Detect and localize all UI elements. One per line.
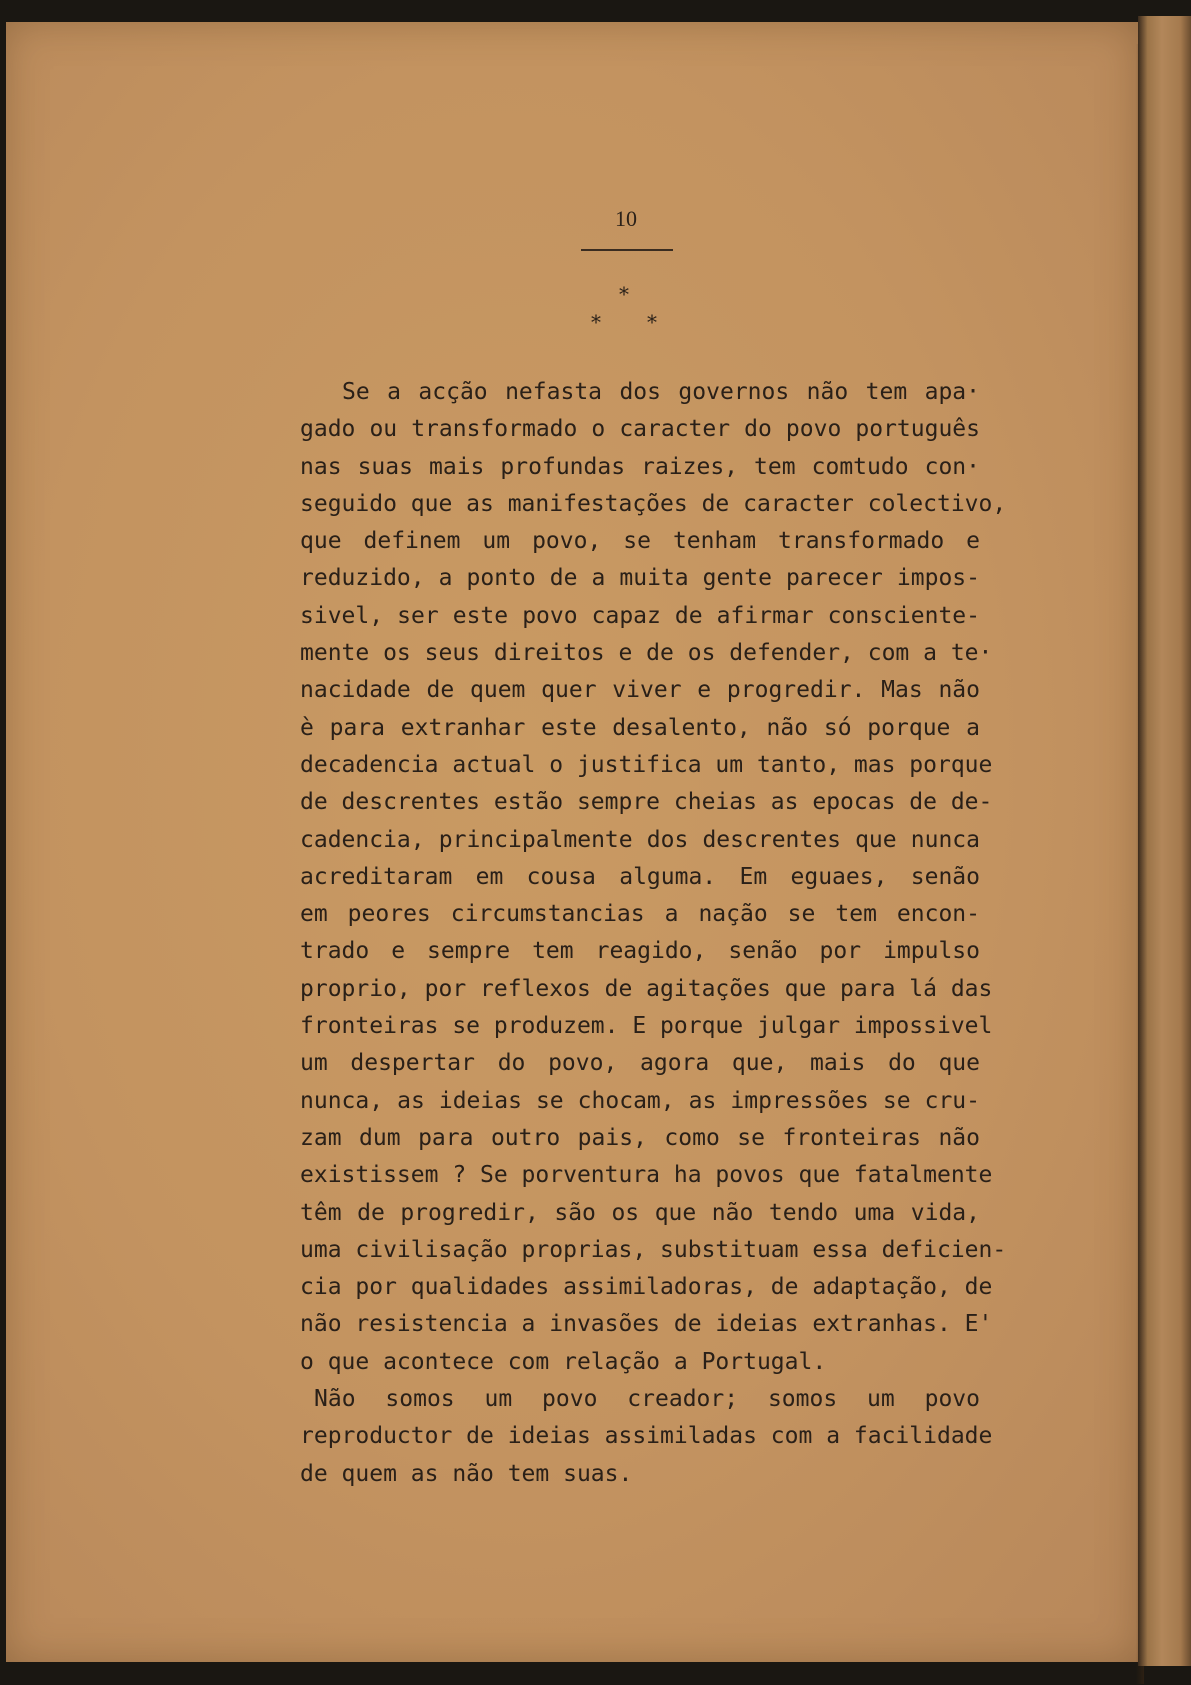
text-line: uma civilisação proprias, substituam essa deficien-	[300, 1236, 1007, 1263]
text-line: têm de progredir, são os que não tendo uma vida,	[300, 1199, 980, 1226]
asterism-star: *	[647, 310, 657, 334]
asterism-star: *	[591, 310, 601, 334]
text-line: zam dum para outro pais, como se fronteiras não	[300, 1124, 980, 1151]
text-line: è para extranhar este desalento, não só porque a	[300, 714, 980, 741]
text-line: o que acontece com relação a Portugal.	[300, 1348, 827, 1375]
text-line: Não somos um povo creador; somos um povo	[314, 1386, 980, 1413]
text-line: gado ou transformado o caracter do povo português	[300, 416, 980, 443]
text-line: Se a acção nefasta dos governos não tem apa·	[342, 379, 980, 405]
text-line: fronteiras se produzem. E porque julgar impossivel	[300, 1013, 993, 1040]
text-line: existissem ? Se porventura ha povos que fatalmente	[300, 1162, 993, 1189]
text-line: sivel, ser este povo capaz de afirmar conscientе-	[300, 602, 980, 629]
asterism-separator	[581, 282, 673, 342]
asterism-star: *	[619, 282, 629, 306]
text-line: seguido que as manifestações de caracter colectivo,	[300, 490, 1007, 517]
text-line: reproductor de ideias assimiladas com a facilidade	[300, 1423, 993, 1450]
text-line: mente os seus direitos e de os defender, com a te·	[300, 640, 993, 667]
text-line: de quem as não tem suas.	[300, 1460, 633, 1487]
text-line: nacidade de quem quer viver e progredir. Mas não	[300, 677, 980, 704]
text-line: não resistencia a invasões de ideias extranhas. E'	[300, 1311, 993, 1338]
text-line: um despertar do povo, agora que, mais do que	[300, 1050, 980, 1077]
text-line: nas suas mais profundas raizes, tem comtudo con·	[300, 453, 980, 480]
page-number: 10	[615, 206, 637, 231]
text-line: que definem um povo, se tenham transformado e	[300, 528, 980, 555]
text-line: trado e sempre tem reagido, senão por impulso	[300, 938, 980, 965]
text-line: nunca, as ideias se chocam, as impressões se cru-	[300, 1087, 980, 1114]
text-line: em peores circumstancias a nação se tem encon-	[300, 901, 980, 928]
text-line: cia por qualidades assimiladoras, de adaptação, de	[300, 1274, 993, 1301]
text-line: decadencia actual o justifica um tanto, mas porque	[300, 751, 993, 778]
text-line: acreditaram em cousa alguma. Em eguaes, senão	[300, 863, 980, 890]
text-line: reduzido, a ponto de a muita gente parecer impos-	[300, 565, 980, 592]
text-line: proprio, por reflexos de agitações que para lá das	[300, 975, 993, 1002]
text-line: cadencia, principalmente dos descrentes que nunca	[300, 826, 980, 853]
text-line: de descrentes estão sempre cheias as epocas de de-	[300, 789, 993, 816]
next-page-edge	[1138, 16, 1191, 1666]
body-text	[300, 374, 1007, 1493]
page-number-rule	[581, 249, 673, 251]
paper-sheet	[6, 22, 1138, 1662]
